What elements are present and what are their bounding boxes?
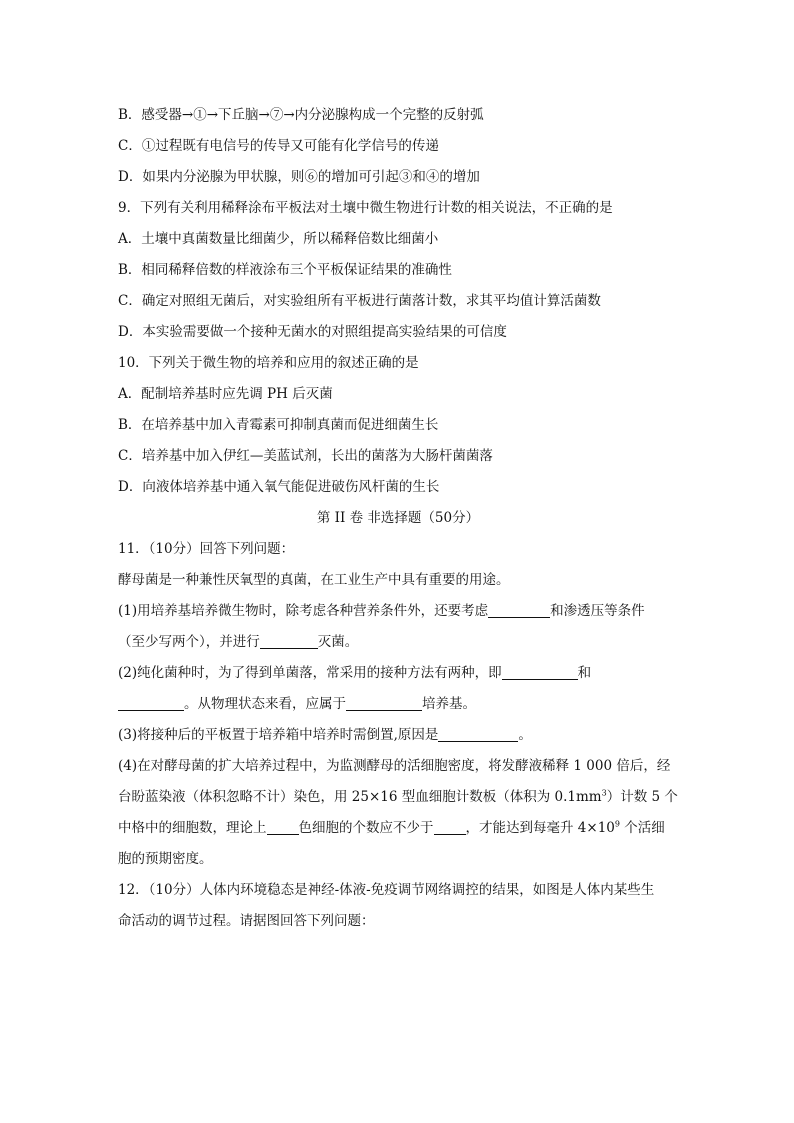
document-page <box>118 100 678 937</box>
text: 色细胞的个数应不少于 <box>298 820 434 836</box>
q9-option-c: C．确定对照组无菌后，对实验组所有平板进行菌落计数，求其平均值计算活菌数 <box>118 293 601 309</box>
text: 中格中的细胞数，理论上 <box>118 820 267 836</box>
q9-option-d: D．本实验需要做一个接种无菌水的对照组提高实验结果的可信度 <box>118 324 507 340</box>
q10-option-a: A．配制培养基时应先调 PH 后灭菌 <box>118 386 333 402</box>
section-title: 第 II 卷 非选择题（50分） <box>316 510 480 526</box>
q11-part3 <box>118 720 678 751</box>
text: 灭菌。 <box>317 634 359 650</box>
q9-option-a: A．土壤中真菌数量比细菌少，所以稀释倍数比细菌小 <box>118 231 439 247</box>
text: 个活细 <box>619 820 665 836</box>
answer-blank[interactable] <box>434 818 466 835</box>
answer-blank[interactable] <box>260 632 318 649</box>
text: （至少写两个），并进行 <box>118 634 260 650</box>
q9-option-b: B．相同稀释倍数的样液涂布三个平板保证结果的准确性 <box>118 262 452 278</box>
text: (1)用培养基培养微生物时，除考虑各种营养条件外，还要考虑 <box>118 603 489 619</box>
q12-stem-line2: 命活动的调节过程。请据图回答下列问题： <box>118 913 375 929</box>
answer-blank[interactable] <box>488 601 550 618</box>
answer-blank[interactable] <box>502 663 578 680</box>
q10-stem: 10．下列关于微生物的培养和应用的叙述正确的是 <box>118 355 419 371</box>
q11-part4-line1: (4)在对酵母菌的扩大培养过程中，为监测酵母的活细胞密度，将发酵液稀释 1 000 倍后，经 <box>118 758 671 774</box>
q8-option-d: D．如果内分泌腺为甲状腺，则⑥的增加可引起③和④的增加 <box>118 169 480 185</box>
text: (2)纯化菌种时，为了得到单菌落，常采用的接种方法有两种，即 <box>118 665 502 681</box>
text: (3)将接种后的平板置于培养箱中培养时需倒置,原因是 <box>118 727 439 743</box>
answer-blank[interactable] <box>118 694 184 711</box>
text: 和渗透压等条件 <box>550 603 645 619</box>
text: 。 <box>518 727 532 743</box>
q11-part4-line4: 胞的预期密度。 <box>118 851 213 867</box>
q11-part2-line2 <box>118 689 678 720</box>
q11-intro: 酵母菌是一种兼性厌氧型的真菌，在工业生产中具有重要的用途。 <box>118 572 510 588</box>
q8-option-c: C．①过程既有电信号的传导又可能有化学信号的传递 <box>118 138 439 154</box>
q11-stem: 11．（10分）回答下列问题： <box>118 541 295 557</box>
superscript: 3 <box>601 788 607 798</box>
text: 和 <box>577 665 592 681</box>
q10-option-d: D．向液体培养基中通入氧气能促进破伤风杆菌的生长 <box>118 479 440 495</box>
q11-part2-line1 <box>118 658 678 689</box>
answer-blank[interactable] <box>438 725 518 742</box>
text: ，才能达到每毫升 4×10 <box>465 820 615 836</box>
q8-option-b: B．感受器→①→下丘脑→⑦→内分泌腺构成一个完整的反射弧 <box>118 107 484 123</box>
q11-part4-line3 <box>118 813 678 844</box>
superscript: 9 <box>614 819 620 829</box>
q10-option-b: B．在培养基中加入青霉素可抑制真菌而促进细菌生长 <box>118 417 439 433</box>
q11-part1-line2 <box>118 627 678 658</box>
answer-blank[interactable] <box>267 818 299 835</box>
text: 。从物理状态来看，应属于 <box>184 696 346 712</box>
q9-stem: 9．下列有关利用稀释涂布平板法对土壤中微生物进行计数的相关说法，不正确的是 <box>118 200 613 216</box>
text: 培养基。 <box>422 696 476 712</box>
q11-part1-line1 <box>118 596 678 627</box>
answer-blank[interactable] <box>346 694 422 711</box>
text: 台盼蓝染液（体积忽略不计）染色，用 25×16 型血细胞计数板（体积为 0.1mm <box>118 789 602 805</box>
text: ）计数 5 个 <box>606 789 678 805</box>
q10-option-c: C．培养基中加入伊红—美蓝试剂，长出的菌落为大肠杆菌菌落 <box>118 448 493 464</box>
q12-stem-line1: 12．（10分）人体内环境稳态是神经-体液-免疫调节网络调控的结果，如图是人体内某些生 <box>118 882 655 898</box>
q11-part4-line2 <box>118 782 678 813</box>
